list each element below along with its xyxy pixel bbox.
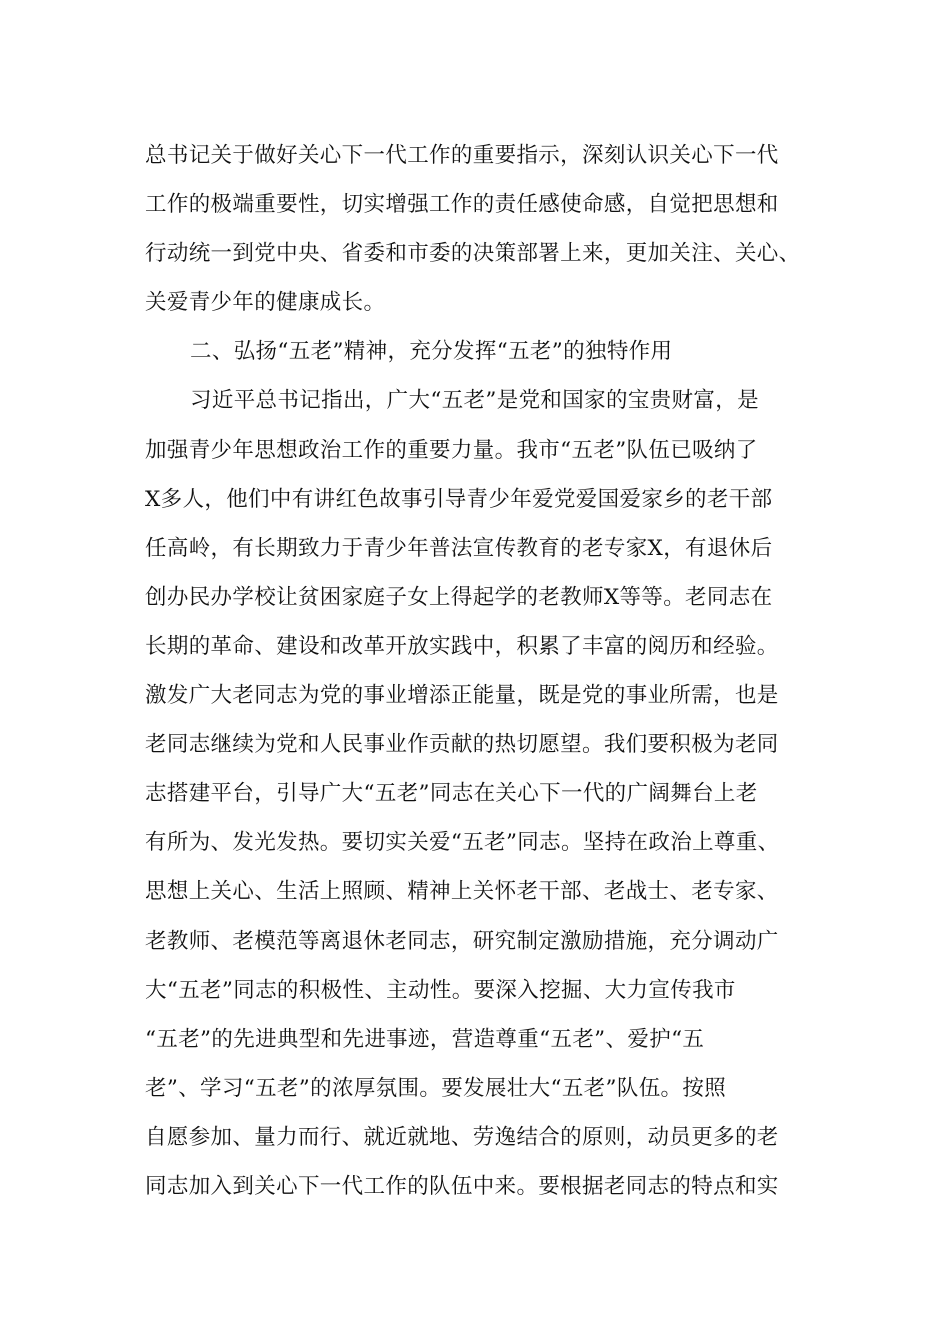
text-line: 自愿参加、量力而行、就近就地、劳逸结合的原则，动员更多的老: [145, 1124, 779, 1150]
text-line: 加强青少年思想政治工作的重要力量。我市“五老”队伍已吸纳了: [145, 437, 758, 463]
text-line: 激发广大老同志为党的事业增添正能量，既是党的事业所需，也是: [145, 683, 779, 709]
text-line: 老同志继续为党和人民事业作贡献的热切愿望。我们要积极为老同: [145, 732, 779, 758]
text-line: 长期的革命、建设和改革开放实践中，积累了丰富的阅历和经验。: [145, 633, 779, 659]
paragraph-start-line: 习近平总书记指出，广大“五老”是党和国家的宝贵财富，是: [190, 388, 759, 414]
text-line: 思想上关心、生活上照顾、精神上关怀老干部、老战士、老专家、: [145, 879, 779, 905]
text-line: 任高岭，有长期致力于青少年普法宣传教育的老专家X，有退休后: [145, 535, 773, 561]
text-line: 老”、学习“五老”的浓厚氛围。要发展壮大“五老”队伍。按照: [145, 1075, 727, 1101]
text-line: 总书记关于做好关心下一代工作的重要指示，深刻认识关心下一代: [145, 143, 779, 168]
text-line: 志搭建平台，引导广大“五老”同志在关心下一代的广阔舞台上老: [145, 781, 758, 807]
text-line: 关爱青少年的健康成长。: [145, 290, 386, 316]
text-line: X多人，他们中有讲红色故事引导青少年爱党爱国爱家乡的老干部: [145, 486, 773, 512]
text-line: 老教师、老模范等离退休老同志，研究制定激励措施，充分调动广: [145, 928, 779, 954]
body-text: [0, 131, 950, 1211]
text-line: 大“五老”同志的积极性、主动性。要深入挖掘、大力宣传我市: [145, 977, 736, 1003]
text-line: 创办民办学校让贫困家庭子女上得起学的老教师X等等。老同志在: [145, 584, 773, 610]
text-line: “五老”的先进典型和先进事迹，营造尊重“五老”、爱护“五: [145, 1026, 705, 1052]
text-line: 工作的极端重要性，切实增强工作的责任感使命感，自觉把思想和: [145, 192, 779, 218]
text-line: 有所为、发光发热。要切实关爱“五老”同志。坚持在政治上尊重、: [145, 830, 780, 856]
text-line: 行动统一到党中央、省委和市委的决策部署上来，更加关注、关心、: [145, 241, 801, 267]
section-heading: 二、弘扬“五老”精神，充分发挥“五老”的独特作用: [190, 339, 673, 365]
text-line: 同志加入到关心下一代工作的队伍中来。要根据老同志的特点和实: [145, 1173, 779, 1199]
